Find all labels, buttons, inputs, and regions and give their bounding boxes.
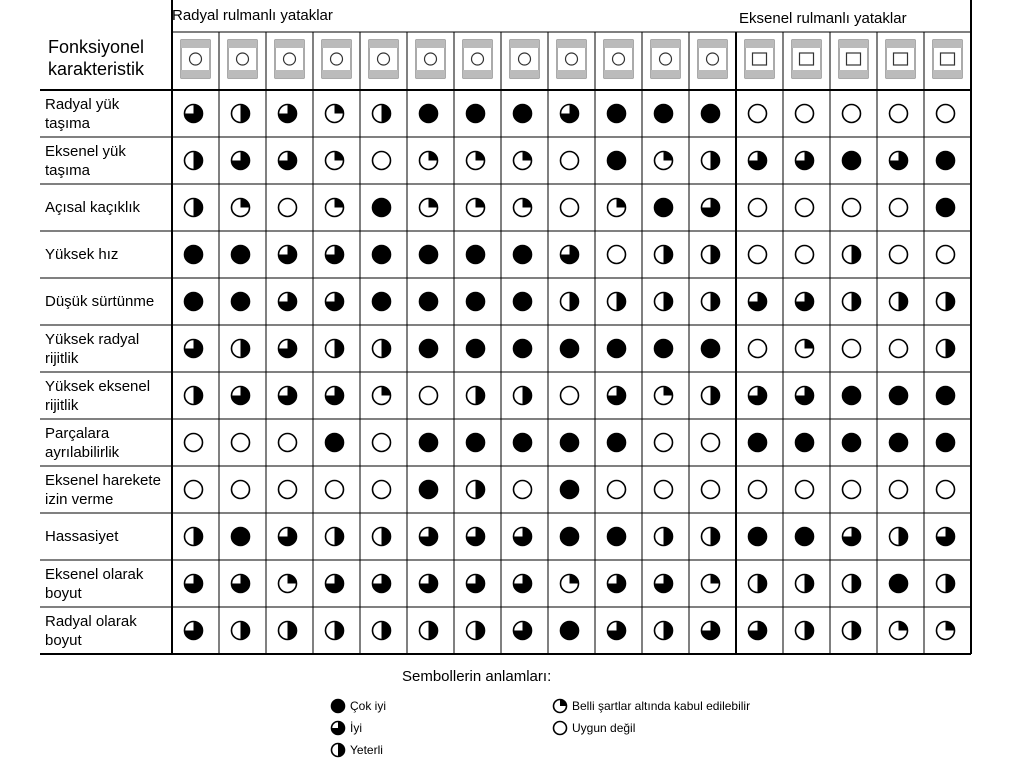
rating-symbol: [843, 575, 861, 593]
rating-symbol: [796, 152, 814, 170]
rating-symbol: [937, 246, 955, 264]
row-label-line: Eksenel yük: [45, 142, 126, 160]
bearing-type-icon: [275, 40, 304, 78]
rating-symbol: [796, 481, 814, 499]
row-label-line: rijitlik: [45, 396, 79, 414]
rating-symbol: [749, 293, 767, 311]
rating-symbol: [326, 481, 344, 499]
rating-symbol: [655, 528, 673, 546]
rating-symbol: [796, 293, 814, 311]
rating-symbol: [279, 246, 297, 264]
legend-symbol-mark: [332, 700, 345, 713]
rating-symbol: [796, 199, 814, 217]
rating-symbol: [655, 105, 673, 123]
legend-symbol-mark: [332, 744, 345, 757]
rating-symbol: [514, 622, 532, 640]
rating-symbol: [232, 340, 250, 358]
row-label-line: Açısal kaçıklık: [45, 199, 141, 216]
rating-symbol: [608, 575, 626, 593]
rating-symbol: [373, 293, 391, 311]
rating-symbol: [608, 481, 626, 499]
rating-symbol: [420, 293, 438, 311]
rating-symbol: [561, 434, 579, 452]
legend-label: Çok iyi: [350, 699, 387, 713]
legend-item: [330, 742, 383, 758]
rating-symbol: [326, 105, 344, 123]
rating-symbol: [749, 246, 767, 264]
rating-symbol: [467, 340, 485, 358]
legend-label: Yeterli: [350, 743, 383, 757]
rating-symbol: [420, 199, 438, 217]
rating-symbol: [937, 434, 955, 452]
rating-symbol: [749, 481, 767, 499]
rating-symbol: [702, 246, 720, 264]
bearing-type-icon: [792, 40, 821, 78]
bearing-type-icon: [604, 40, 633, 78]
rating-symbol: [843, 340, 861, 358]
bearing-type-icon: [886, 40, 915, 78]
header-label-line-2: karakteristik: [48, 59, 145, 79]
rating-symbol: [796, 105, 814, 123]
rating-symbol: [749, 575, 767, 593]
rating-symbol: [749, 528, 767, 546]
row-label-line: taşıma: [45, 161, 91, 179]
legend-item: [330, 720, 362, 736]
rating-symbol: [702, 622, 720, 640]
rating-symbol: [279, 387, 297, 405]
legend-title: Sembollerin anlamları:: [402, 668, 552, 685]
rating-symbol: [185, 622, 203, 640]
rating-symbol: [326, 434, 344, 452]
rating-symbol: [373, 246, 391, 264]
row-label-line: ayrılabilirlik: [45, 443, 120, 461]
rating-symbol: [467, 434, 485, 452]
rating-symbol: [326, 528, 344, 546]
rating-symbol: [326, 199, 344, 217]
rating-symbol: [749, 387, 767, 405]
rating-symbol: [796, 246, 814, 264]
row-label-line: Yüksek eksenel: [45, 377, 151, 395]
rating-symbol: [608, 199, 626, 217]
rating-symbol: [279, 152, 297, 170]
rating-symbol: [843, 199, 861, 217]
rating-symbol: [608, 528, 626, 546]
rating-symbol: [232, 622, 250, 640]
rating-symbol: [890, 575, 908, 593]
row-label-line: Eksenel harekete: [45, 471, 161, 489]
rating-symbol: [890, 199, 908, 217]
rating-symbol: [420, 575, 438, 593]
rating-symbol: [420, 105, 438, 123]
rating-symbol: [937, 152, 955, 170]
legend-item: [552, 698, 750, 714]
legend-symbol-mark: [554, 700, 567, 713]
rating-symbol: [843, 293, 861, 311]
row-label-line: taşıma: [45, 114, 91, 132]
rating-symbol: [514, 575, 532, 593]
bearing-type-icon: [839, 40, 868, 78]
rating-symbol: [655, 340, 673, 358]
rating-symbol: [279, 434, 297, 452]
rating-symbol: [561, 199, 579, 217]
rating-symbol: [843, 152, 861, 170]
rating-symbol: [279, 575, 297, 593]
rating-symbol: [514, 387, 532, 405]
rating-symbol: [890, 481, 908, 499]
rating-symbol: [655, 246, 673, 264]
rating-symbol: [467, 575, 485, 593]
rating-symbol: [843, 528, 861, 546]
rating-symbol: [608, 340, 626, 358]
rating-symbol: [326, 622, 344, 640]
rating-symbol: [749, 434, 767, 452]
rating-symbol: [655, 575, 673, 593]
rating-symbol: [937, 575, 955, 593]
rating-symbol: [561, 293, 579, 311]
rating-symbol: [749, 622, 767, 640]
rating-symbol: [185, 340, 203, 358]
rating-symbol: [608, 387, 626, 405]
rating-symbol: [749, 340, 767, 358]
rating-symbol: [843, 434, 861, 452]
rating-symbol: [702, 434, 720, 452]
rating-symbol: [514, 105, 532, 123]
rating-symbol: [890, 152, 908, 170]
rating-symbol: [561, 481, 579, 499]
rating-symbol: [514, 434, 532, 452]
rating-symbol: [890, 340, 908, 358]
rating-symbol: [279, 293, 297, 311]
rating-symbol: [420, 434, 438, 452]
rating-symbol: [373, 622, 391, 640]
rating-symbol: [702, 575, 720, 593]
rating-symbol: [937, 199, 955, 217]
rating-symbol: [373, 340, 391, 358]
rating-symbol: [749, 105, 767, 123]
rating-symbol: [561, 246, 579, 264]
rating-symbol: [608, 622, 626, 640]
legend-symbol-mark: [332, 722, 345, 735]
rating-symbol: [373, 434, 391, 452]
rating-symbol: [937, 105, 955, 123]
rating-symbol: [185, 105, 203, 123]
row-label-line: Radyal yük: [45, 95, 120, 113]
rating-symbol: [373, 481, 391, 499]
rating-symbol: [937, 340, 955, 358]
legend-label: İyi: [350, 721, 362, 735]
rating-symbol: [420, 622, 438, 640]
rating-symbol: [185, 246, 203, 264]
rating-symbol: [232, 481, 250, 499]
rating-symbol: [890, 105, 908, 123]
bearing-type-icon: [510, 40, 539, 78]
rating-symbol: [467, 528, 485, 546]
rating-symbol: [467, 481, 485, 499]
row-label-line: boyut: [45, 631, 82, 649]
rating-symbol: [185, 481, 203, 499]
rating-symbol: [232, 199, 250, 217]
rating-symbol: [702, 481, 720, 499]
rating-symbol: [373, 575, 391, 593]
bearing-type-icon: [651, 40, 680, 78]
rating-symbol: [232, 293, 250, 311]
rating-symbol: [185, 575, 203, 593]
rating-symbol: [420, 340, 438, 358]
row-label-line: Yüksek radyal: [45, 330, 140, 348]
rating-symbol: [279, 340, 297, 358]
rating-symbol: [843, 105, 861, 123]
row-label-line: rijitlik: [45, 349, 79, 367]
rating-symbol: [185, 293, 203, 311]
rating-symbol: [702, 199, 720, 217]
rating-symbol: [702, 293, 720, 311]
rating-symbol: [890, 293, 908, 311]
rating-symbol: [326, 246, 344, 264]
rating-symbol: [326, 575, 344, 593]
rating-symbol: [185, 199, 203, 217]
rating-symbol: [561, 528, 579, 546]
row-label-line: Yüksek hız: [45, 246, 119, 263]
bearing-type-icon: [416, 40, 445, 78]
rating-symbol: [373, 387, 391, 405]
rating-symbol: [749, 152, 767, 170]
rating-symbol: [514, 340, 532, 358]
rating-symbol: [514, 246, 532, 264]
row-label-line: Hassasiyet: [45, 528, 119, 545]
rating-symbol: [467, 199, 485, 217]
rating-symbol: [796, 387, 814, 405]
rating-symbol: [326, 152, 344, 170]
row-label-line: boyut: [45, 584, 82, 602]
rating-symbol: [937, 481, 955, 499]
rating-symbol: [608, 246, 626, 264]
bearing-type-icon: [698, 40, 727, 78]
rating-symbol: [608, 105, 626, 123]
rating-symbol: [890, 434, 908, 452]
rating-symbol: [514, 152, 532, 170]
rating-symbol: [185, 152, 203, 170]
rating-symbol: [232, 434, 250, 452]
legend-symbol: [330, 720, 346, 736]
rating-symbol: [890, 246, 908, 264]
rating-symbol: [702, 528, 720, 546]
rating-symbol: [655, 199, 673, 217]
rating-symbol: [937, 622, 955, 640]
radial-group-title: Radyal rulmanlı yataklar: [172, 7, 333, 24]
rating-symbol: [185, 528, 203, 546]
rating-symbol: [279, 105, 297, 123]
rating-symbol: [749, 199, 767, 217]
bearing-type-icon: [228, 40, 257, 78]
bearing-type-icon: [181, 40, 210, 78]
header-label-line-1: Fonksiyonel: [48, 37, 145, 57]
rating-symbol: [373, 528, 391, 546]
rating-symbol: [937, 528, 955, 546]
rating-symbol: [514, 293, 532, 311]
rating-symbol: [232, 575, 250, 593]
rating-symbol: [843, 246, 861, 264]
rating-symbol: [326, 340, 344, 358]
row-label-line: Parçalara: [45, 424, 110, 442]
rating-symbol: [467, 105, 485, 123]
rating-symbol: [279, 199, 297, 217]
rating-symbol: [702, 105, 720, 123]
rating-symbol: [561, 575, 579, 593]
rating-symbol: [467, 246, 485, 264]
rating-symbol: [796, 340, 814, 358]
legend-symbol: [552, 698, 568, 714]
rating-symbol: [796, 622, 814, 640]
rating-symbol: [420, 246, 438, 264]
rating-symbol: [561, 387, 579, 405]
rating-symbol: [890, 387, 908, 405]
rating-symbol: [467, 293, 485, 311]
rating-symbol: [420, 528, 438, 546]
legend-symbol: [330, 742, 346, 758]
bearing-type-icon: [322, 40, 351, 78]
rating-symbol: [702, 387, 720, 405]
rating-symbol: [796, 575, 814, 593]
rating-symbol: [467, 152, 485, 170]
legend-label: Uygun değil: [572, 721, 636, 735]
rating-symbol: [232, 246, 250, 264]
rating-symbol: [326, 387, 344, 405]
rating-symbol: [420, 152, 438, 170]
row-label-line: Radyal olarak: [45, 612, 137, 630]
bearing-type-icon: [745, 40, 774, 78]
rating-symbol: [796, 528, 814, 546]
row-label-line: Eksenel olarak: [45, 565, 144, 583]
rating-symbol: [608, 293, 626, 311]
rating-symbol: [655, 434, 673, 452]
rating-symbol: [561, 622, 579, 640]
rating-symbol: [655, 481, 673, 499]
rating-symbol: [279, 481, 297, 499]
rating-symbol: [467, 387, 485, 405]
rating-symbol: [279, 528, 297, 546]
rating-symbol: [514, 481, 532, 499]
bearing-type-icon: [933, 40, 962, 78]
rating-symbol: [937, 387, 955, 405]
legend-symbol: [552, 720, 568, 736]
bearing-type-icon: [369, 40, 398, 78]
rating-symbol: [326, 293, 344, 311]
rating-symbol: [890, 528, 908, 546]
legend-item: [552, 720, 635, 736]
rating-symbol: [702, 340, 720, 358]
legend-item: [330, 698, 386, 714]
rating-symbol: [279, 622, 297, 640]
rating-symbol: [843, 387, 861, 405]
rating-symbol: [373, 105, 391, 123]
rating-symbol: [514, 199, 532, 217]
rating-symbol: [232, 387, 250, 405]
rating-symbol: [890, 622, 908, 640]
rating-symbol: [232, 528, 250, 546]
rating-symbol: [608, 434, 626, 452]
row-label-line: izin verme: [45, 490, 114, 508]
rating-symbol: [232, 105, 250, 123]
rating-symbol: [843, 622, 861, 640]
legend-symbol: [330, 698, 346, 714]
rating-symbol: [185, 387, 203, 405]
axial-group-title: Eksenel rulmanlı yataklar: [739, 10, 907, 27]
rating-symbol: [420, 387, 438, 405]
rating-symbol: [561, 105, 579, 123]
rating-symbol: [514, 528, 532, 546]
bearing-type-icon: [557, 40, 586, 78]
rating-symbol: [467, 622, 485, 640]
rating-symbol: [655, 387, 673, 405]
rating-symbol: [796, 434, 814, 452]
legend-label: Belli şartlar altında kabul edilebilir: [572, 699, 751, 713]
rating-symbol: [561, 340, 579, 358]
rating-symbol: [655, 152, 673, 170]
rating-symbol: [655, 622, 673, 640]
rating-symbol: [373, 152, 391, 170]
rating-symbol: [561, 152, 579, 170]
rating-symbol: [420, 481, 438, 499]
rating-symbol: [702, 152, 720, 170]
rating-symbol: [608, 152, 626, 170]
rating-symbol: [232, 152, 250, 170]
rating-symbol: [185, 434, 203, 452]
bearing-type-icon: [463, 40, 492, 78]
row-label-line: Düşük sürtünme: [45, 293, 155, 310]
rating-symbol: [373, 199, 391, 217]
legend-symbol-mark: [554, 722, 567, 735]
rating-symbol: [937, 293, 955, 311]
rating-symbol: [655, 293, 673, 311]
rating-symbol: [843, 481, 861, 499]
